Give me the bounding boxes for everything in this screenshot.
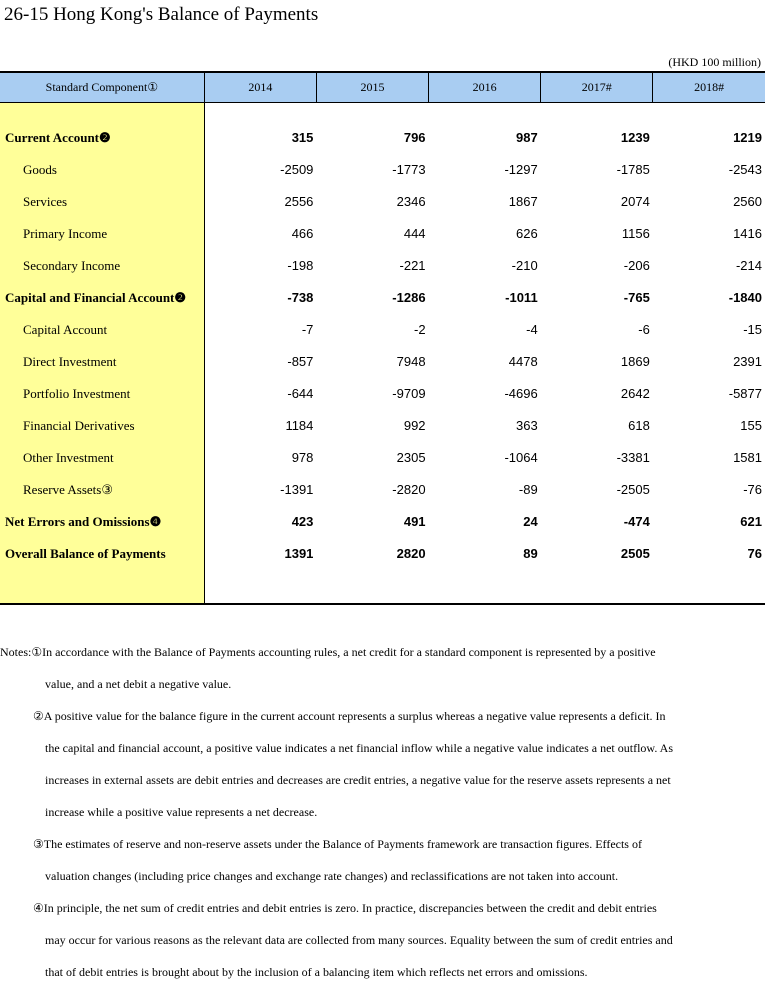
cell-value: -2505 (616, 482, 650, 497)
cell-value: 987 (515, 130, 538, 145)
cell-value: 423 (291, 514, 314, 529)
cell-value: -9709 (392, 386, 426, 401)
cell-value: -76 (743, 482, 762, 497)
spacer-row (0, 570, 765, 604)
cell-value: -474 (623, 514, 650, 529)
cell-value: 626 (515, 226, 538, 241)
cell-value: -3381 (616, 450, 650, 465)
row-label: Portfolio Investment (0, 378, 204, 410)
note-text: may occur for various reasons as the relevant data are collected from many sources. Equality between the sum of credit entries and (45, 933, 673, 947)
cell-value: 89 (523, 546, 538, 561)
header-standard-component: Standard Component① (0, 72, 204, 103)
cell-value: 2556 (284, 194, 314, 209)
cell-value: 1391 (284, 546, 314, 561)
row-label: Services (0, 186, 204, 218)
cell-value: 1239 (620, 130, 650, 145)
header-year: 2014 (204, 72, 316, 103)
cell-value: 315 (291, 130, 314, 145)
table-row (0, 282, 765, 314)
spacer-row (0, 103, 765, 123)
cell-value: -1011 (505, 290, 538, 305)
table-row (0, 378, 765, 410)
cell-value: 1184 (285, 418, 314, 433)
cell-value: 2391 (733, 354, 762, 369)
cell-value: -4 (526, 322, 538, 337)
table-row (0, 250, 765, 282)
cell-value: -1785 (616, 162, 650, 177)
cell-value: -5877 (728, 386, 762, 401)
cell-value: -206 (623, 258, 650, 273)
cell-value: 1416 (733, 226, 762, 241)
row-label: Net Errors and Omissions❹ (0, 506, 204, 538)
cell-value: 4478 (508, 354, 538, 369)
cell-value: 2560 (733, 194, 762, 209)
row-label: Secondary Income (0, 250, 204, 282)
cell-value: 618 (628, 418, 650, 433)
unit-label: (HKD 100 million) (668, 55, 761, 69)
cell-value: -2543 (728, 162, 762, 177)
row-label: Capital Account (0, 314, 204, 346)
header-year: 2016 (429, 72, 541, 103)
table-row (0, 410, 765, 442)
note-text: the capital and financial account, a positive value indicates a net financial inflow while a negative value indicates a net outflow. As (45, 741, 673, 755)
note-text: increase while a positive value represents a net decrease. (45, 805, 318, 819)
cell-value: -7 (301, 322, 314, 337)
cell-value: 2346 (396, 194, 426, 209)
row-label: Overall Balance of Payments (0, 538, 204, 570)
row-label: Other Investment (0, 442, 204, 474)
cell-value: -89 (518, 482, 538, 497)
table-row (0, 186, 765, 218)
cell-value: -221 (399, 258, 426, 273)
cell-value: 2505 (620, 546, 650, 561)
row-label: Goods (0, 154, 204, 186)
cell-value: -4696 (504, 386, 538, 401)
cell-value: -1391 (280, 482, 314, 497)
note-text: increases in external assets are debit entries and decreases are credit entries, a negative value for the reserve assets represents a net (45, 773, 671, 787)
table-row (0, 218, 765, 250)
cell-value: -2509 (280, 162, 314, 177)
cell-value: 621 (740, 514, 762, 529)
row-label: Reserve Assets③ (0, 474, 204, 506)
table-row (0, 442, 765, 474)
cell-value: 363 (515, 418, 538, 433)
cell-value: 444 (403, 226, 426, 241)
header-year: 2017# (541, 72, 653, 103)
cell-value: -198 (287, 258, 314, 273)
table-row (0, 346, 765, 378)
cell-value: 978 (291, 450, 314, 465)
cell-value: 1869 (620, 354, 650, 369)
cell-value: 2820 (396, 546, 426, 561)
cell-value: 466 (291, 226, 314, 241)
table-row (0, 506, 765, 538)
cell-value: -738 (287, 290, 314, 305)
header-year: 2015 (316, 72, 428, 103)
cell-value: -1773 (392, 162, 426, 177)
row-label: Capital and Financial Account❷ (0, 282, 204, 314)
cell-value: -765 (623, 290, 650, 305)
header-row (0, 72, 765, 103)
cell-value: 796 (403, 130, 426, 145)
cell-value: 1867 (508, 194, 538, 209)
cell-value: -2820 (392, 482, 426, 497)
cell-value: 76 (747, 546, 762, 561)
cell-value: 155 (740, 418, 762, 433)
cell-value: 1156 (621, 226, 650, 241)
cell-value: 7948 (396, 354, 426, 369)
notes-section (0, 636, 765, 988)
table-row (0, 122, 765, 154)
page-title: 26-15 Hong Kong's Balance of Payments (4, 4, 319, 25)
cell-value: 992 (403, 418, 426, 433)
note-text: ②A positive value for the balance figure in the current account represents a surplus whereas a negative value represents a deficit. In (33, 709, 666, 723)
note-text: ④In principle, the net sum of credit entries and debit entries is zero. In practice, discrepancies between the credit and debit entries (33, 901, 657, 915)
note-text: Notes:①In accordance with the Balance of Payments accounting rules, a net credit for a standard component is represented by a positive (0, 645, 656, 659)
header-year: 2018# (653, 72, 765, 103)
cell-value: -644 (287, 386, 314, 401)
cell-value: -1297 (504, 162, 538, 177)
cell-value: -214 (735, 258, 762, 273)
row-label: Direct Investment (0, 346, 204, 378)
table-row (0, 314, 765, 346)
note-text: valuation changes (including price changes and exchange rate changes) and reclassifications are not taken into account. (45, 869, 619, 883)
cell-value: -1064 (504, 450, 538, 465)
cell-value: -2 (413, 322, 426, 337)
row-label: Current Account❷ (0, 122, 204, 154)
cell-value: -15 (743, 322, 762, 337)
note-text: ③The estimates of reserve and non-reserve assets under the Balance of Payments framework are transaction figures. Effects of (33, 837, 642, 851)
cell-value: 2074 (620, 194, 650, 209)
row-label: Financial Derivatives (0, 410, 204, 442)
table-row (0, 154, 765, 186)
table-row (0, 474, 765, 506)
cell-value: 2305 (396, 450, 426, 465)
cell-value: 24 (523, 514, 538, 529)
balance-of-payments-table (0, 71, 765, 605)
row-label: Primary Income (0, 218, 204, 250)
note-text: value, and a net debit a negative value. (45, 677, 232, 691)
cell-value: 1219 (733, 130, 762, 145)
cell-value: -210 (511, 258, 538, 273)
cell-value: 2642 (620, 386, 650, 401)
cell-value: -6 (638, 322, 650, 337)
cell-value: -1840 (728, 290, 762, 305)
cell-value: 491 (403, 514, 426, 529)
table-row (0, 538, 765, 570)
cell-value: -1286 (392, 290, 426, 305)
note-text: that of debit entries is brought about by the inclusion of a balancing item which reflects net errors and omissions. (45, 965, 588, 979)
cell-value: 1581 (733, 450, 762, 465)
cell-value: -857 (287, 354, 314, 369)
